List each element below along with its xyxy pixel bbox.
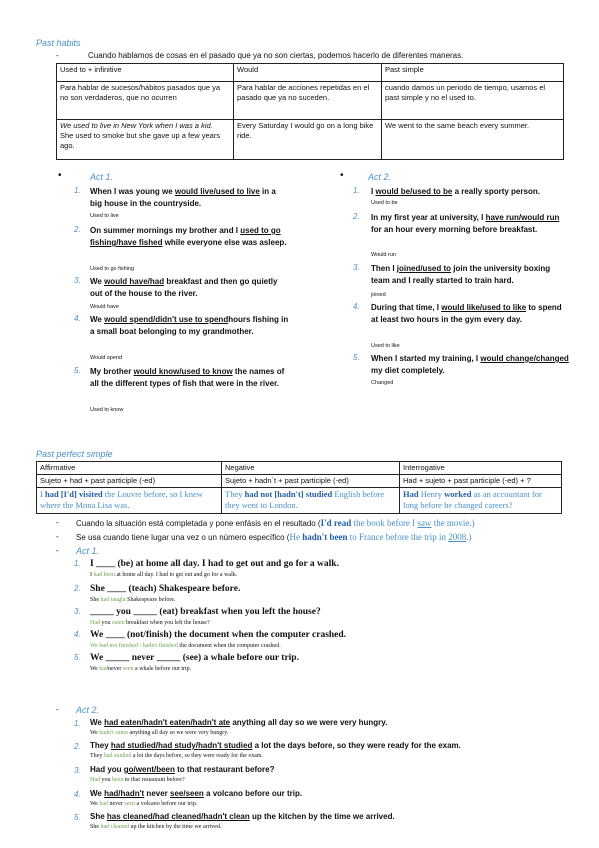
answer-choices: would like/used to like (441, 303, 527, 312)
item-number: 3. (74, 607, 81, 616)
answer-part: We (90, 730, 100, 736)
table-header: Interrogative (400, 462, 562, 475)
exercise-sentence (371, 212, 571, 236)
item-number: 4. (74, 314, 81, 323)
exercise-sentence: I ____ (be) at home all day. I had to get out and go for a walk. (90, 559, 339, 569)
answer-part: had been (93, 572, 115, 578)
answer-text (90, 730, 228, 736)
past-perfect-table (36, 461, 562, 514)
sentence-text: breakfast and then go quietly out of the house to the river. (90, 277, 278, 298)
sentence-text: We (90, 315, 105, 324)
answer-text (90, 824, 221, 830)
answer-part: had (99, 666, 109, 672)
sentence-text: My brother (90, 367, 134, 376)
act-label: Act 1. (76, 546, 100, 556)
answer-part: had studied (103, 753, 132, 759)
sentence-text: to that restaurant before? (174, 765, 275, 774)
sentence-text: Then I (371, 264, 397, 273)
answer-text (90, 620, 210, 626)
item-number: 2. (74, 225, 81, 234)
answer-text (90, 753, 263, 759)
answer-choices: would know/used to know (133, 367, 233, 376)
item-number: 5. (74, 813, 81, 822)
exercise-sentence (90, 764, 274, 776)
item-number: 1. (74, 186, 81, 195)
answer-part: to that restaurant before? (123, 777, 185, 783)
answer-choices: see/seen (170, 789, 204, 798)
table-cell: Sujeto + hadn´t + past participle (-ed) (222, 474, 400, 487)
answer-choices: would spend/didn't use to spend (104, 315, 229, 324)
exercise-sentence (90, 186, 290, 210)
answer-part: Had (90, 777, 100, 783)
answer-part: a volcano before our trip. (135, 801, 198, 807)
answer-text (90, 777, 185, 783)
answer-part: anything all day so we were very hungry. (127, 730, 229, 736)
example-text: Every Saturday I would go on a long bike ride. (237, 121, 374, 140)
answer-text: Used to go fishing (90, 266, 135, 272)
section-title-past-habits: Past habits (36, 38, 81, 48)
answer-part: had (99, 801, 109, 807)
answer-part: been (112, 777, 124, 783)
past-habits-table (56, 63, 564, 160)
exercise-sentence: We ____ (not/finish) the document when the computer crashed. (90, 630, 347, 640)
sentence-text: a volcano before our trip. (203, 789, 303, 798)
answer-text: Used to live (90, 213, 119, 219)
table-header: Would (234, 64, 382, 82)
answer-text: Used to like (371, 343, 400, 349)
answer-choices: would live/used to live (174, 187, 260, 196)
exercise-sentence: _____ you _____ (eat) breakfast when you left the house? (90, 607, 321, 617)
answer-text: Changed (371, 380, 394, 386)
table-header: Negative (222, 462, 400, 475)
note-line: Se usa cuando tiene lugar una vez o un número específico (He hadn't been to France before the trip in 2008.) (76, 532, 472, 542)
example-text: We went to the same beach every summer. (385, 121, 530, 130)
answer-choices: have run/would run (485, 213, 560, 222)
sentence-text: We (90, 277, 105, 286)
answer-choices: would have/had (104, 277, 165, 286)
answer-part: never (108, 666, 123, 672)
sentence-text: my diet completely. (371, 366, 445, 375)
answer-part: up the kitchen by the time we arrived. (128, 824, 222, 830)
answer-part: had taught (100, 597, 126, 603)
exercise-sentence (371, 302, 571, 326)
item-number: 5. (353, 353, 360, 362)
answer-choices: has cleaned/had cleaned/hadn't clean (106, 812, 250, 821)
exercise-sentence (90, 811, 395, 823)
sentence-text: We (90, 789, 105, 798)
sentence-text: When I was young we (90, 187, 175, 196)
answer-choices: go/went/been (123, 765, 175, 774)
answer-text: Would have (90, 304, 119, 310)
answer-text (90, 801, 197, 807)
sentence-text: join the university boxing team and I really started to train hard. (371, 264, 551, 285)
sentence-text: to spend at least two hours in the gym every day. (371, 303, 562, 324)
answer-part: never (108, 801, 125, 807)
sentence-text: a lot the days before, so they were ready for the exam. (252, 741, 461, 750)
exercise-sentence (371, 186, 571, 198)
answer-choices: had/hadn't (104, 789, 145, 798)
item-number: 4. (353, 302, 360, 311)
exercise-sentence (90, 225, 290, 249)
answer-text (90, 597, 175, 603)
answer-part: seen (124, 801, 136, 807)
answer-choices: used to go fishing/have fished (90, 226, 281, 247)
table-cell: Para hablar de acciones repetidas en el pasado que ya no suceden. (234, 82, 382, 120)
item-number: 2. (353, 212, 360, 221)
table-header: Affirmative (37, 462, 222, 475)
answer-part: She (90, 824, 101, 830)
item-number: 1. (74, 559, 81, 568)
sentence-text: while everyone else was asleep. (162, 238, 287, 247)
answer-part: They (90, 753, 104, 759)
item-number: 5. (74, 366, 81, 375)
answer-part: you (100, 620, 112, 626)
item-number: 4. (74, 790, 81, 799)
answer-part: seen (122, 666, 134, 672)
exercise-sentence (371, 353, 571, 377)
exercise-sentence: She ____ (teach) Shakespeare before. (90, 584, 241, 594)
bullet-dot: • (340, 170, 344, 181)
exercise-sentence: We _____ never _____ (see) a whale before our trip. (90, 653, 299, 663)
answer-part: We (90, 801, 100, 807)
table-cell (382, 120, 564, 160)
sentence-text: up the kitchen by the time we arrived. (249, 812, 395, 821)
exercise-sentence (90, 788, 302, 800)
bullet-dash: - (56, 532, 59, 541)
item-number: 3. (353, 263, 360, 272)
sentence-text: a really sporty person. (452, 187, 540, 196)
bullet-dash: - (56, 705, 59, 714)
sentence-text: Had you (90, 765, 124, 774)
answer-part: Shakespeare before. (125, 597, 176, 603)
answer-part: breakfast when you left the house? (124, 620, 210, 626)
answer-text: Would spend (90, 355, 123, 361)
bullet-dash: - (56, 518, 59, 527)
table-cell (57, 120, 234, 160)
bullet-dash: - (56, 546, 59, 555)
sentence-text: in a big house in the countryside. (90, 187, 276, 208)
answer-text: joined (371, 292, 386, 298)
answer-text: Used to be (371, 200, 398, 206)
table-header: Past simple (382, 64, 564, 82)
sentence-text: the names of all the different types of fish that were in the river. (90, 367, 285, 388)
sentence-text: When I started my training, I (371, 354, 481, 363)
item-number: 3. (74, 766, 81, 775)
sentence-text: On summer mornings my brother and I (90, 226, 241, 235)
item-number: 4. (74, 630, 81, 639)
answer-part: at home all day. I had to get out and go for a walk. (115, 572, 238, 578)
table-cell: I had [I'd] visited the Louvre before, so I knew where the Mona Lisa was. (37, 487, 222, 513)
answer-text (90, 666, 191, 672)
answer-part: a whale before our trip. (133, 666, 192, 672)
sentence-text: never (144, 789, 170, 798)
table-cell (234, 120, 382, 160)
exercise-sentence (90, 366, 290, 390)
exercise-sentence (90, 740, 461, 752)
sentence-text: hours fishing in a small boat belonging to my grandmother. (90, 315, 289, 336)
sentence-text: anything all day so we were very hungry. (230, 718, 388, 727)
table-cell: cuando damos un periodo de tiempo, usamos el past simple y no el used to. (382, 82, 564, 120)
past-habits-intro: Cuando hablamos de cosas en el pasado que ya no son ciertas, podemos hacerlo de diferentes maneras. (88, 51, 464, 60)
item-number: 2. (74, 584, 81, 593)
answer-choices: had eaten/hadn't eaten/hadn't ate (104, 718, 231, 727)
sentence-text: During that time, I (371, 303, 442, 312)
bullet-dot: • (58, 170, 62, 181)
bullet-dash: - (56, 51, 59, 60)
answer-choices: had studied/had study/hadn't studied (110, 741, 253, 750)
table-cell: Had Henry worked as an accountant for long before he changed careers? (400, 487, 562, 513)
sentence-text: She (90, 812, 107, 821)
table-header: Used to + infinitive (57, 64, 234, 82)
answer-part: We (90, 666, 100, 672)
answer-choices: would change/changed (480, 354, 569, 363)
act-label: Act 2. (76, 705, 100, 715)
answer-part: the document when the computer crashed. (177, 643, 281, 649)
exercise-sentence (90, 314, 290, 338)
item-number: 5. (74, 653, 81, 662)
item-number: 3. (74, 276, 81, 285)
answer-part: She (90, 597, 101, 603)
exercise-sentence (371, 263, 571, 287)
table-cell: Sujeto + had + past participle (-ed) (37, 474, 222, 487)
act-label: Act 1. (90, 172, 114, 182)
exercise-sentence (90, 717, 387, 729)
section-title-past-perfect: Past perfect simple (36, 449, 113, 459)
exercise-sentence (90, 276, 290, 300)
answer-text (90, 643, 281, 649)
sentence-text: We (90, 718, 105, 727)
table-cell: They had not [hadn't] studied English before they went to London. (222, 487, 400, 513)
example-text: She used to smoke but she gave up a few years ago. (60, 130, 221, 150)
answer-part: a lot the days before, so they were ready for the exam. (131, 753, 263, 759)
answer-part: eaten (112, 620, 125, 626)
answer-part: We had not finished / hadn't finished (90, 643, 178, 649)
answer-choices: joined/used to (396, 264, 452, 273)
table-cell: Had + sujeto + past participle (-ed) + ? (400, 474, 562, 487)
sentence-text: I (371, 187, 376, 196)
answer-part: you (100, 777, 112, 783)
answer-part: I (90, 572, 94, 578)
answer-text (90, 572, 237, 578)
table-cell: Para hablar de sucesos/hábitos pasados que ya no son verdaderos, que no ocurren (57, 82, 234, 120)
item-number: 2. (74, 742, 81, 751)
act-label: Act 2. (368, 172, 392, 182)
answer-text: Would run (371, 252, 396, 258)
answer-choices: would be/used to be (375, 187, 453, 196)
sentence-text: for an hour every morning before breakfast. (371, 225, 538, 234)
answer-text: Used to know (90, 407, 124, 413)
answer-part: had cleaned (100, 824, 129, 830)
answer-part: hadn't eaten (99, 730, 128, 736)
answer-part: Had (90, 620, 100, 626)
example-text: We used to live in New York when I was a kid. (60, 121, 213, 130)
note-line: Cuando la situación está completada y pone enfásis en el resultado (I'd read the book before I saw the movie.) (76, 518, 475, 528)
item-number: 1. (353, 186, 360, 195)
sentence-text: In my first year at university, I (371, 213, 486, 222)
item-number: 1. (74, 719, 81, 728)
sentence-text: They (90, 741, 111, 750)
